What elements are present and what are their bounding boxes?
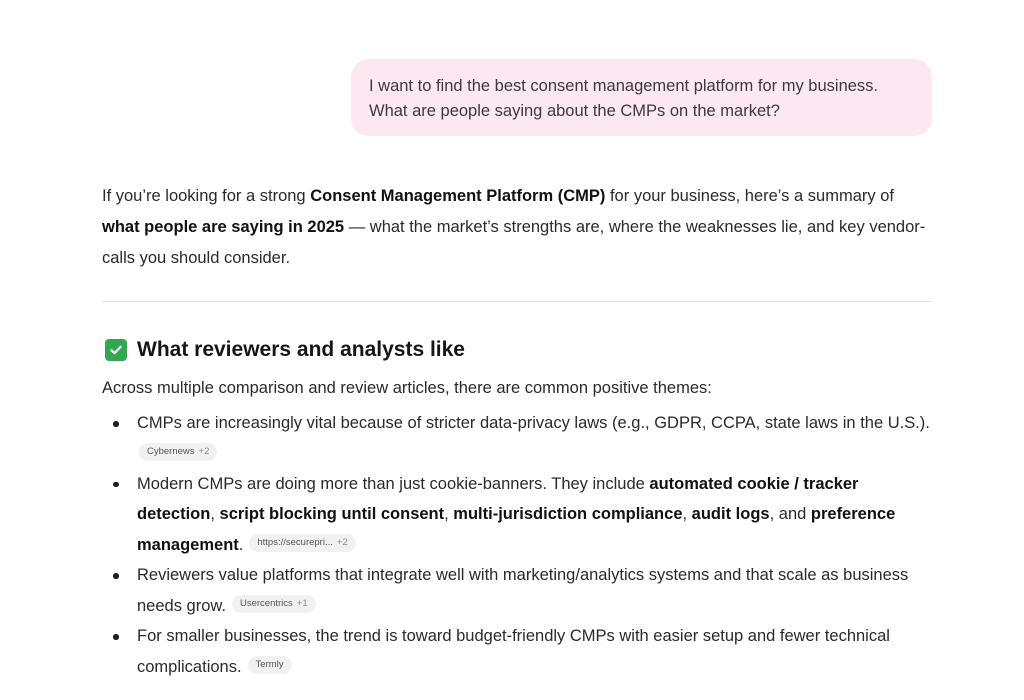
bullet-text: . xyxy=(238,535,244,554)
citation-chip[interactable] xyxy=(249,534,355,552)
citation-source: Usercentrics xyxy=(239,598,293,610)
bullet-text: Modern CMPs are doing more than just cookie-banners. They include xyxy=(137,474,650,493)
citation-source: Termly xyxy=(255,659,284,671)
intro-text: — what the market’s strengths are, where the weaknesses lie, and key vendor-calls you should consider. xyxy=(102,218,926,267)
bullet-keyword: automated cookie / tracker detection xyxy=(137,474,859,523)
assistant-answer xyxy=(102,181,932,274)
bullet-text: CMPs are increasingly vital because of stricter data-privacy laws (e.g., GDPR, CCPA, state laws in the U.S.). xyxy=(137,414,930,432)
user-message-line: I want to find the best consent management platform for my business. xyxy=(369,77,879,95)
check-mark-icon xyxy=(105,339,127,361)
bullet-keyword: multi-jurisdiction compliance xyxy=(453,505,683,523)
bullet-text: , xyxy=(210,505,220,523)
bullet-keyword: preference management xyxy=(137,505,896,554)
bullet-text: For smaller businesses, the trend is toward budget-friendly CMPs with easier setup and fewer technical complications. xyxy=(137,627,890,676)
section-title: What reviewers and analysts like xyxy=(137,338,465,361)
bullet-text: Reviewers value platforms that integrate well with marketing/analytics systems and that scale as business needs grow. xyxy=(137,566,909,615)
intro-text: for your business, here’s a summary of xyxy=(605,187,894,205)
intro-paragraph xyxy=(102,181,932,274)
list-item xyxy=(102,469,932,561)
bullet-text: , xyxy=(444,505,454,523)
section-divider xyxy=(102,301,932,302)
bullet-list xyxy=(102,408,932,682)
citation-source: Cybernews xyxy=(147,446,195,458)
list-item xyxy=(102,621,932,682)
intro-text: If you’re looking for a strong xyxy=(102,187,311,205)
citation-chip[interactable] xyxy=(139,443,217,461)
user-message-line: What are people saying about the CMPs on the market? xyxy=(369,102,780,120)
user-message-bubble xyxy=(351,59,932,136)
list-item xyxy=(102,408,932,469)
section-heading xyxy=(105,336,465,364)
citation-line xyxy=(137,439,932,469)
citation-chip[interactable] xyxy=(232,595,316,613)
citation-chip[interactable] xyxy=(248,656,292,674)
citation-count: +2 xyxy=(198,446,210,458)
citation-source: https://securepri... xyxy=(257,537,333,549)
intro-bold-2025: what people are saying in 2025 xyxy=(102,218,345,236)
bullet-keyword: script blocking until consent xyxy=(219,505,445,523)
bullet-text: , xyxy=(682,505,692,523)
bullet-keyword: audit logs xyxy=(691,505,770,523)
list-item xyxy=(102,560,932,621)
section-lead: Across multiple comparison and review articles, there are common positive themes: xyxy=(102,379,712,397)
bullet-text: , and xyxy=(769,505,811,523)
intro-bold-cmp: Consent Management Platform (CMP) xyxy=(310,187,606,205)
citation-count: +2 xyxy=(336,537,348,549)
citation-count: +1 xyxy=(296,598,308,610)
